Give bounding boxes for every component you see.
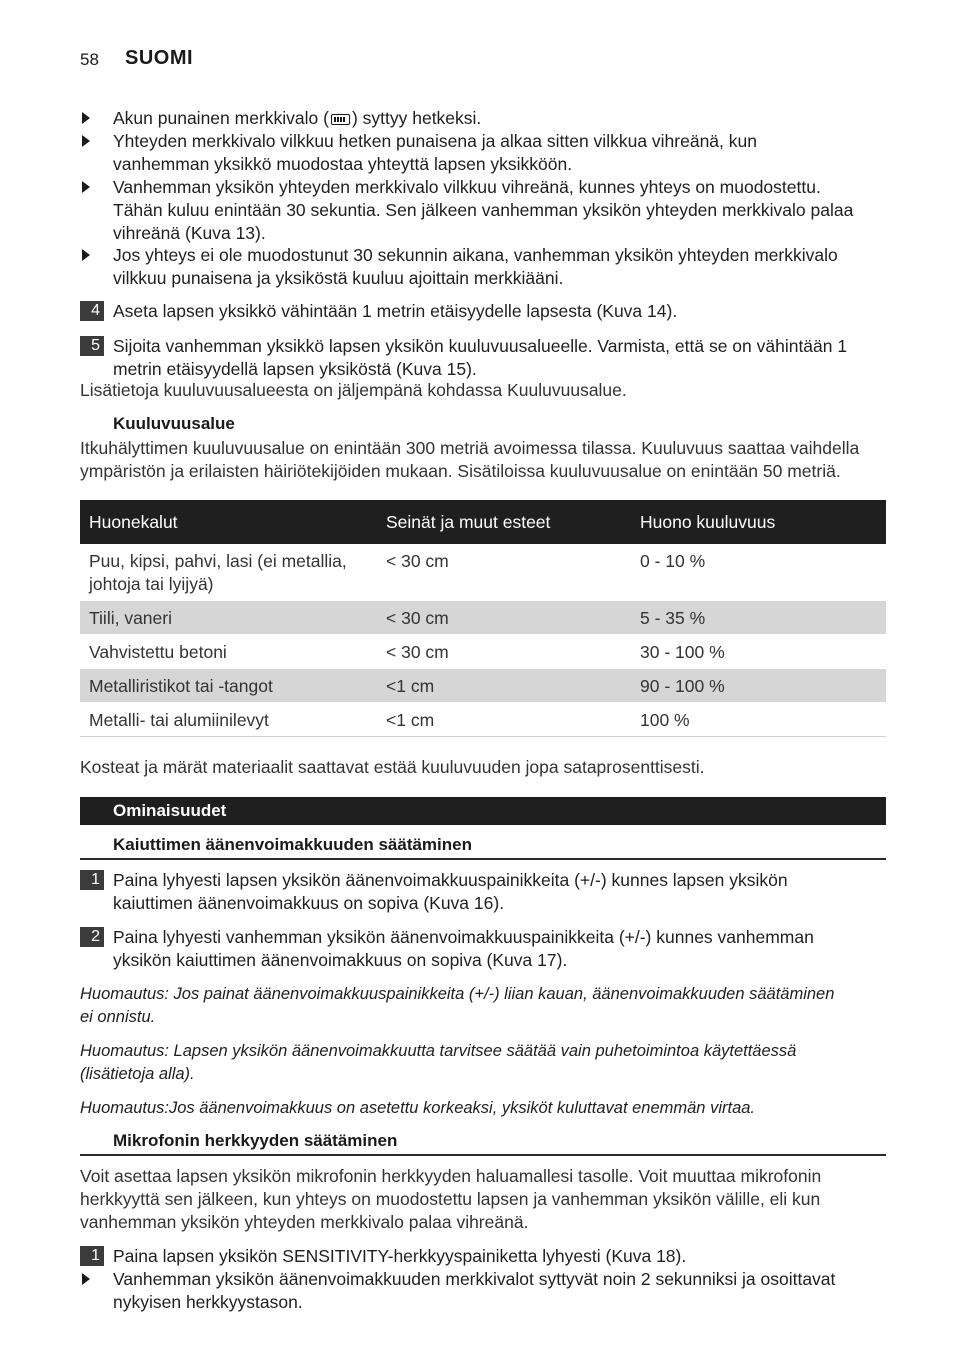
table-cell: Tiili, vaneri [89, 608, 172, 628]
table-cell: 90 - 100 % [640, 676, 725, 696]
table-row [80, 601, 886, 634]
mic-paragraph: Voit asettaa lapsen yksikön mikrofonin herkkyyden haluamallesi tasolle. Voit muuttaa mikrofonin herkkyyttä sen jälkeen, kun yhteys on muodostettu lapsen ja vanhemman yksikön välille, eli kun vanhemman yksikön yhteyden merkkivalo palaa vihreänä. [80, 1166, 822, 1232]
step-number: 1 [80, 1246, 104, 1266]
section-rule [80, 858, 886, 860]
table-cell: 30 - 100 % [640, 642, 725, 662]
step-number: 1 [80, 870, 104, 890]
moist-note: Kosteat ja märät materiaalit saattavat estää kuuluvuuden jopa sataprosenttisesti. [80, 757, 705, 777]
range-paragraph: Itkuhälyttimen kuuluvuusalue on enintään 300 metriä avoimessa tilassa. Kuuluvuus saattaa vaihdella ympäristön ja erilaisten häiriötekijöiden mukaan. Sisätiloissa kuuluvuusalue on enintään 50 metriä. [80, 438, 860, 481]
bullet-marker-icon [82, 112, 90, 124]
step-text: Paina lapsen yksikön SENSITIVITY-herkkyyspainiketta lyhyesti (Kuva 18). [113, 1246, 687, 1266]
table-cell: 5 - 35 % [640, 608, 706, 628]
table-header-cell: Huonekalut [89, 512, 178, 532]
table-cell: Vahvistettu betoni [89, 642, 227, 662]
table-cell: < 30 cm [386, 551, 449, 571]
language-heading: SUOMI [125, 47, 194, 69]
step-number: 2 [80, 927, 104, 947]
bullet-marker-icon [82, 249, 90, 261]
bullet-item: Vanhemman yksikön yhteyden merkkivalo vilkkuu vihreänä, kunnes yhteys on muodostettu. Tähän kuluu enintään 30 sekuntia. Sen jälkeen vanhemman yksikön yhteyden merkkivalo palaa vihreänä (Kuva 13). [113, 177, 854, 243]
bullet-marker-icon [82, 1273, 90, 1285]
table-cell: Metalli- tai alumiinilevyt [89, 710, 269, 730]
volume-section-title: Kaiuttimen äänenvoimakkuuden säätäminen [113, 835, 472, 854]
mic-section-title: Mikrofonin herkkyyden säätäminen [113, 1131, 398, 1150]
bullet-item: Yhteyden merkkivalo vilkkuu hetken punaisena ja alkaa sitten vilkkua vihreänä, kun vanhemman yksikkö muodostaa yhteyttä lapsen yksikköön. [113, 131, 757, 174]
note-text: Huomautus: Lapsen yksikön äänenvoimakkuutta tarvitsee säätää vain puhetoimintoa käytettäessä (lisätietoja alla). [80, 1042, 797, 1083]
page-number: 58 [80, 50, 99, 69]
features-title: Ominaisuudet [113, 801, 227, 820]
note-text: Huomautus:Jos äänenvoimakkuus on asetettu korkeaksi, yksiköt kuluttavat enemmän virtaa. [80, 1099, 756, 1117]
bullet-marker-icon [82, 181, 90, 193]
step-text: Aseta lapsen yksikkö vähintään 1 metrin etäisyydelle lapsesta (Kuva 14). [113, 301, 678, 321]
step-text: Sijoita vanhemman yksikkö lapsen yksikön kuuluvuusalueelle. Varmista, että se on vähintään 1 metrin etäisyydellä lapsen yksiköstä (Kuva 15). [113, 336, 848, 379]
table-divider [80, 736, 886, 737]
bullet-item: Jos yhteys ei ole muodostunut 30 sekunnin aikana, vanhemman yksikön yhteyden merkkivalo vilkkuu punaisena ja yksiköstä kuuluu ajoittain merkkiääni. [113, 245, 838, 288]
table-cell: 0 - 10 % [640, 551, 706, 571]
table-cell: <1 cm [386, 710, 435, 730]
table-cell: < 30 cm [386, 608, 449, 628]
section-rule [80, 1154, 886, 1156]
table-cell: Puu, kipsi, pahvi, lasi (ei metallia, johtoja tai lyijyä) [89, 551, 347, 594]
battery-icon [331, 114, 350, 125]
table-header-cell: Seinät ja muut esteet [386, 512, 551, 532]
bullet-marker-icon [82, 135, 90, 147]
step-number: 4 [80, 301, 104, 321]
note-text: Huomautus: Jos painat äänenvoimakkuuspainikkeita (+/-) liian kauan, äänenvoimakkuuden säätäminen ei onnistu. [80, 985, 835, 1026]
step-text: Paina lyhyesti vanhemman yksikön äänenvoimakkuuspainikkeita (+/-) kunnes vanhemman yksikön kaiuttimen äänenvoimakkuus on sopiva (Kuva 17). [113, 927, 814, 970]
table-header-cell: Huono kuuluvuus [640, 512, 776, 532]
range-section-title: Kuuluvuusalue [113, 414, 235, 433]
more-info-text: Lisätietoja kuuluvuusalueesta on jäljempänä kohdassa Kuuluvuusalue. [80, 380, 627, 400]
step-text: Paina lyhyesti lapsen yksikön äänenvoimakkuuspainikkeita (+/-) kunnes lapsen yksikön kaiuttimen äänenvoimakkuus on sopiva (Kuva 16). [113, 870, 788, 913]
table-cell: < 30 cm [386, 642, 449, 662]
bullet-item: Vanhemman yksikön äänenvoimakkuuden merkkivalot syttyvät noin 2 sekunniksi ja osoittavat nykyisen herkkyystason. [113, 1269, 836, 1312]
table-cell: <1 cm [386, 676, 435, 696]
table-cell: 100 % [640, 710, 690, 730]
step-number: 5 [80, 336, 104, 356]
table-cell: Metalliristikot tai -tangot [89, 676, 273, 696]
bullet-item: Akun punainen merkkivalo ( ) syttyy hetkeksi. [113, 108, 482, 128]
